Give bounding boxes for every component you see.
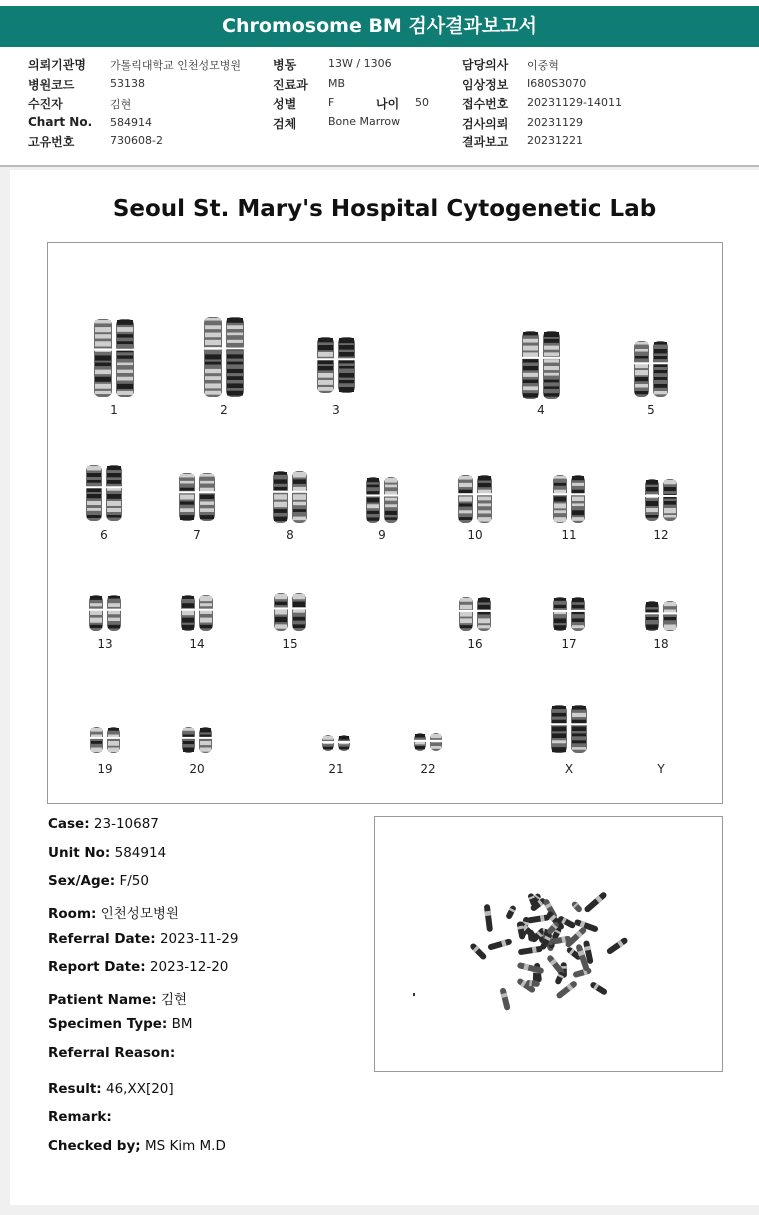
- info-value: 730608-2: [110, 134, 163, 147]
- case-field-value: 2023-12-20: [149, 959, 229, 975]
- chromosome-pair-7: [179, 473, 215, 521]
- chromosome-label: 3: [332, 403, 340, 417]
- chromosome-label: 5: [647, 403, 655, 417]
- case-field-row: [48, 931, 238, 947]
- chromosome-label: 11: [561, 528, 577, 542]
- chromosome-label: 15: [282, 637, 298, 651]
- chromosome-label: 14: [189, 637, 205, 651]
- info-label: 결과보고: [462, 135, 509, 149]
- chromosome-label: 19: [97, 762, 113, 776]
- case-field-label: Patient Name:: [48, 992, 157, 1008]
- chromosome-pair-3: [317, 337, 355, 393]
- case-field-row: [48, 1138, 226, 1154]
- chromosome-label: 10: [467, 528, 483, 542]
- info-value: 50: [415, 96, 429, 109]
- info-value: MB: [328, 77, 346, 90]
- chromosome-label: 1: [110, 403, 118, 417]
- info-label: 담당의사: [462, 58, 509, 72]
- case-field-label: Report Date:: [48, 959, 146, 975]
- case-field-value: 23-10687: [93, 816, 159, 832]
- case-field-row: [48, 1109, 112, 1125]
- info-value: 584914: [110, 116, 152, 129]
- info-label: 병동: [273, 58, 297, 72]
- case-field-label: Remark:: [48, 1109, 112, 1125]
- chromosome-pair-14: [181, 595, 213, 631]
- chromosome-pair-4: [522, 331, 560, 399]
- info-label: 접수번호: [462, 97, 509, 111]
- case-field-row: [48, 816, 159, 832]
- info-value: 53138: [110, 77, 145, 90]
- case-field-value: BM: [171, 1016, 193, 1032]
- chromosome-pair-13: [89, 595, 121, 631]
- case-field-label: Result:: [48, 1081, 102, 1097]
- info-value: F: [328, 96, 335, 109]
- metaphase-spread-image: [374, 816, 723, 1072]
- case-field-label: Specimen Type:: [48, 1016, 168, 1032]
- chromosome-pair-22: [414, 733, 442, 751]
- info-value: I680S3070: [527, 77, 587, 90]
- case-field-row: [48, 1081, 174, 1097]
- chromosome-label: 6: [100, 528, 108, 542]
- chromosome-pair-17: [553, 597, 585, 631]
- case-field-row: [48, 1016, 193, 1032]
- case-field-value: MS Kim M.D: [144, 1138, 226, 1154]
- info-label: 고유번호: [28, 135, 75, 149]
- case-field-label: Unit No:: [48, 845, 111, 861]
- chromosome-label: 7: [193, 528, 201, 542]
- case-field-label: Checked by;: [48, 1138, 141, 1154]
- info-label: 진료과: [273, 78, 308, 92]
- case-field-label: Room:: [48, 906, 97, 922]
- info-value: Bone Marrow: [328, 115, 401, 128]
- case-field-value: F/50: [119, 873, 149, 889]
- chromosome-pair-1: [94, 319, 134, 397]
- chromosome-pair-20: [182, 727, 212, 753]
- karyogram-panel: [47, 242, 723, 804]
- info-label: 수진자: [28, 97, 63, 111]
- chromosome-label: 22: [420, 762, 436, 776]
- info-value: 이중혁: [527, 59, 559, 72]
- case-field-value: 46,XX[20]: [105, 1081, 174, 1097]
- chromosome-label: 12: [653, 528, 669, 542]
- case-field-label: Sex/Age:: [48, 873, 116, 889]
- info-label: 의뢰기관명: [28, 58, 86, 72]
- info-label: 병원코드: [28, 78, 75, 92]
- info-value: 가톨릭대학교 인천성모병원: [110, 59, 242, 72]
- chromosome-pair-X: [551, 705, 587, 753]
- info-label: 검체: [273, 117, 297, 131]
- chromosome-pair-11: [553, 475, 585, 523]
- info-label: Chart No.: [28, 115, 93, 129]
- chromosome-label: 8: [286, 528, 294, 542]
- case-field-value: 584914: [114, 845, 167, 861]
- metaphase-spread-drawing: [375, 817, 722, 1071]
- info-label: 검사의뢰: [462, 117, 509, 131]
- chromosome-label: 20: [189, 762, 205, 776]
- report-title: Chromosome BM 검사결과보고서: [222, 15, 537, 37]
- chromosome-pair-19: [90, 727, 120, 753]
- chromosome-label: 4: [537, 403, 545, 417]
- case-field-row: [48, 902, 179, 922]
- karyotype-report: [10, 170, 759, 1205]
- case-field-row: [48, 959, 228, 975]
- info-value: 20231129: [527, 116, 583, 129]
- chromosome-pair-12: [645, 479, 677, 521]
- case-field-label: Case:: [48, 816, 90, 832]
- info-label: 임상정보: [462, 78, 509, 92]
- chromosome-pair-9: [366, 477, 398, 523]
- chromosome-label: 2: [220, 403, 228, 417]
- case-field-value: 2023-11-29: [159, 931, 239, 947]
- chromosome-label: 17: [561, 637, 577, 651]
- chromosome-pair-10: [458, 475, 492, 523]
- chromosome-label: 21: [328, 762, 344, 776]
- chromosome-label: 9: [378, 528, 386, 542]
- case-field-label: Referral Reason:: [48, 1045, 176, 1061]
- info-value: 김현: [110, 98, 132, 111]
- chromosome-pair-16: [459, 597, 491, 631]
- chromosome-pair-18: [645, 601, 677, 631]
- case-field-row: [48, 1045, 175, 1061]
- info-label: 나이: [376, 97, 400, 111]
- chromosome-pair-8: [273, 471, 307, 523]
- info-value: 13W / 1306: [328, 57, 392, 70]
- info-label: 성별: [273, 97, 297, 111]
- case-field-value: 인천성모병원: [100, 906, 179, 922]
- chromosome-label: 18: [653, 637, 669, 651]
- info-value: 20231221: [527, 134, 583, 147]
- patient-info-panel: [0, 47, 759, 167]
- chromosome-pair-21: [322, 735, 350, 751]
- chromosome-pair-15: [274, 593, 306, 631]
- case-field-row: [48, 845, 166, 861]
- chromosome-pair-2: [204, 317, 244, 397]
- report-title-bar: [0, 0, 759, 47]
- chromosome-label: X: [564, 762, 574, 776]
- chromosome-label: Y: [657, 762, 665, 776]
- chromosome-label: 16: [467, 637, 483, 651]
- case-field-value: 김현: [160, 992, 188, 1008]
- chromosome-label: 13: [97, 637, 113, 651]
- chromosome-pair-6: [86, 465, 122, 521]
- chromosome-pair-5: [634, 341, 668, 397]
- info-value: 20231129-14011: [527, 96, 622, 109]
- case-field-label: Referral Date:: [48, 931, 156, 947]
- lab-title: Seoul St. Mary's Hospital Cytogenetic Lab: [112, 196, 657, 222]
- case-field-row: [48, 988, 187, 1008]
- case-field-row: [48, 873, 149, 889]
